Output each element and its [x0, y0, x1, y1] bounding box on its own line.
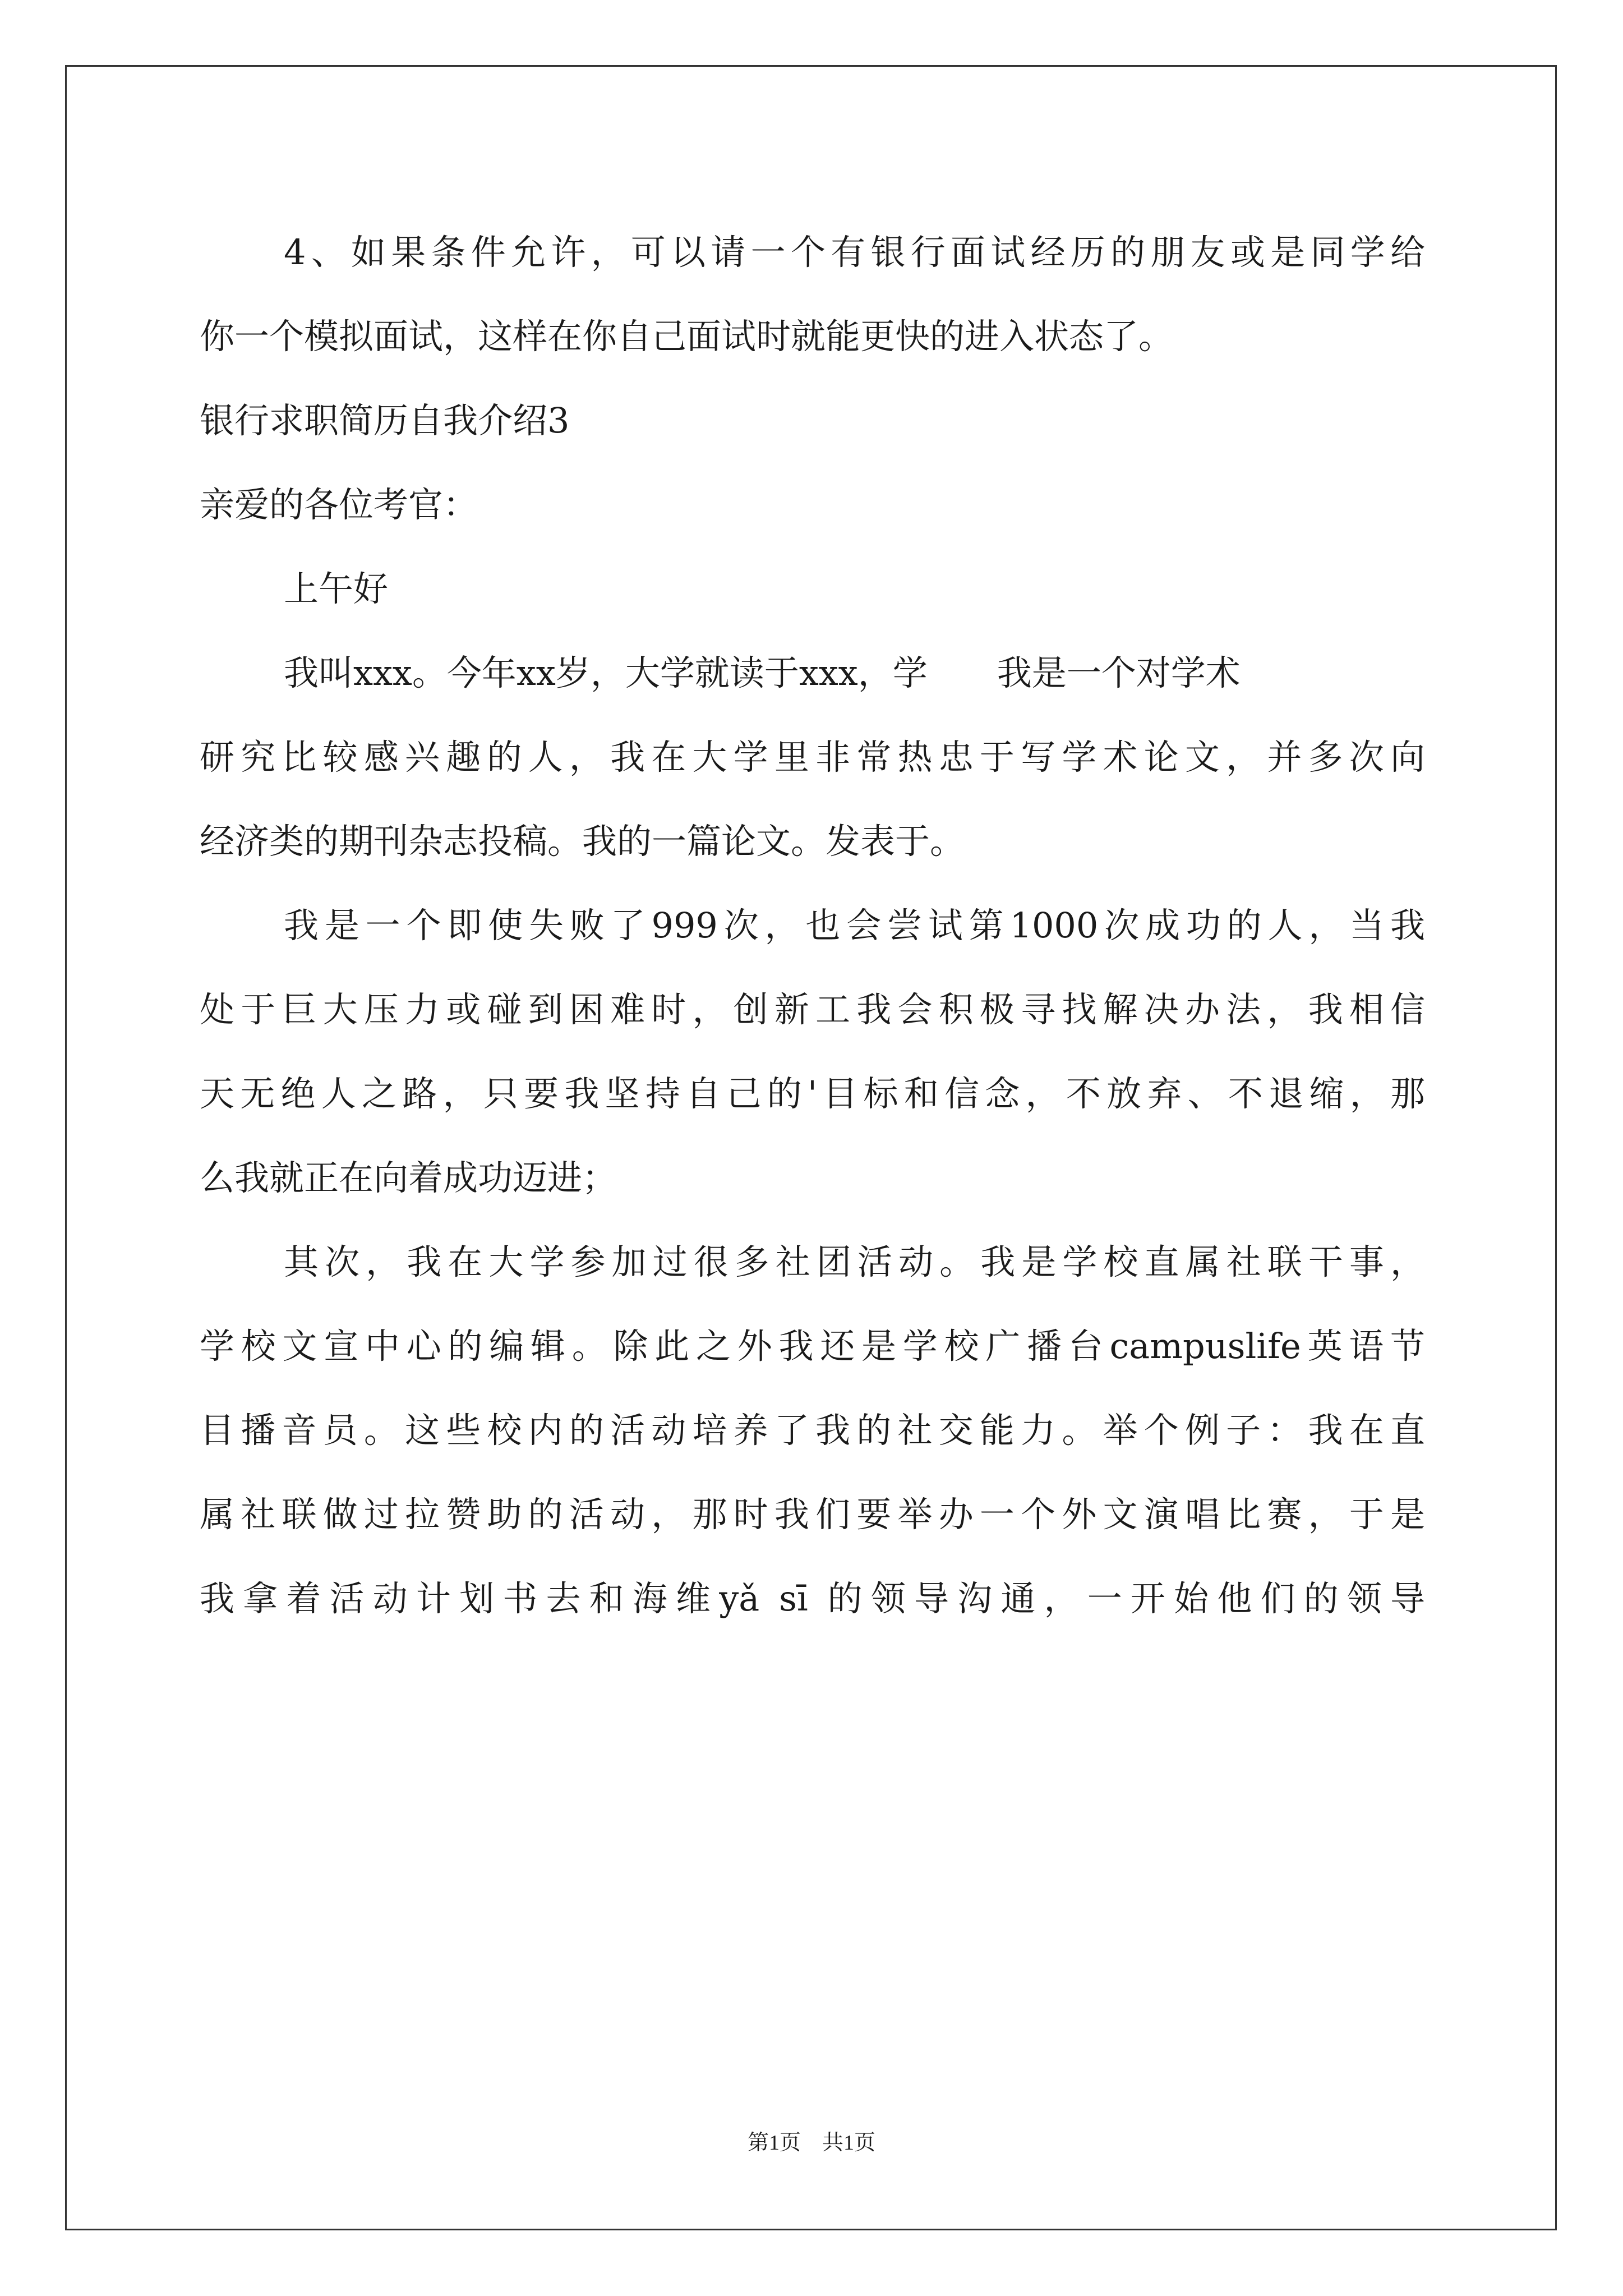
paragraph-persistence-line-3: 天无绝人之路，只要我坚持自己的'目标和信念，不放弃、不退缩，那 — [200, 1073, 1425, 1114]
paragraph-clubs-line-2: 学校文宣中心的编辑。除此之外我还是学校广播台campuslife英语节 — [200, 1326, 1425, 1366]
paragraph-4-line-2: 你一个模拟面试，这样在你自己面试时就能更快的进入状态了。 — [200, 316, 1174, 357]
paragraph-intro-line-1: 我叫xxx。今年xx岁，大学就读于xxx，学 我是一个对学术 — [284, 652, 1241, 693]
greeting: 上午好 — [284, 568, 389, 609]
paragraph-clubs-line-5: 我拿着活动计划书去和海维yǎ sī 的领导沟通，一开始他们的领导 — [200, 1578, 1425, 1619]
salutation: 亲爱的各位考官： — [200, 484, 478, 525]
page-number-footer: 第1页 共1页 — [747, 2131, 875, 2155]
paragraph-intro-line-3: 经济类的期刊杂志投稿。我的一篇论文。发表于。 — [200, 821, 965, 862]
paragraph-persistence-line-4: 么我就正在向着成功迈进； — [200, 1157, 617, 1198]
paragraph-persistence-line-1: 我是一个即使失败了999次，也会尝试第1000次成功的人，当我 — [284, 905, 1425, 946]
section-title: 银行求职简历自我介绍3 — [200, 400, 570, 441]
paragraph-persistence-line-2: 处于巨大压力或碰到困难时，创新工我会积极寻找解决办法，我相信 — [200, 989, 1425, 1030]
page-border — [65, 65, 1557, 2230]
paragraph-intro-line-2: 研究比较感兴趣的人，我在大学里非常热忠于写学术论文，并多次向 — [200, 737, 1425, 777]
paragraph-clubs-line-1: 其次，我在大学参加过很多社团活动。我是学校直属社联干事， — [284, 1241, 1425, 1282]
paragraph-clubs-line-4: 属社联做过拉赞助的活动，那时我们要举办一个外文演唱比赛，于是 — [200, 1494, 1425, 1535]
paragraph-clubs-line-3: 目播音员。这些校内的活动培养了我的社交能力。举个例子：我在直 — [200, 1410, 1425, 1451]
paragraph-4-line-1: 4、如果条件允许，可以请一个有银行面试经历的朋友或是同学给 — [284, 232, 1425, 273]
